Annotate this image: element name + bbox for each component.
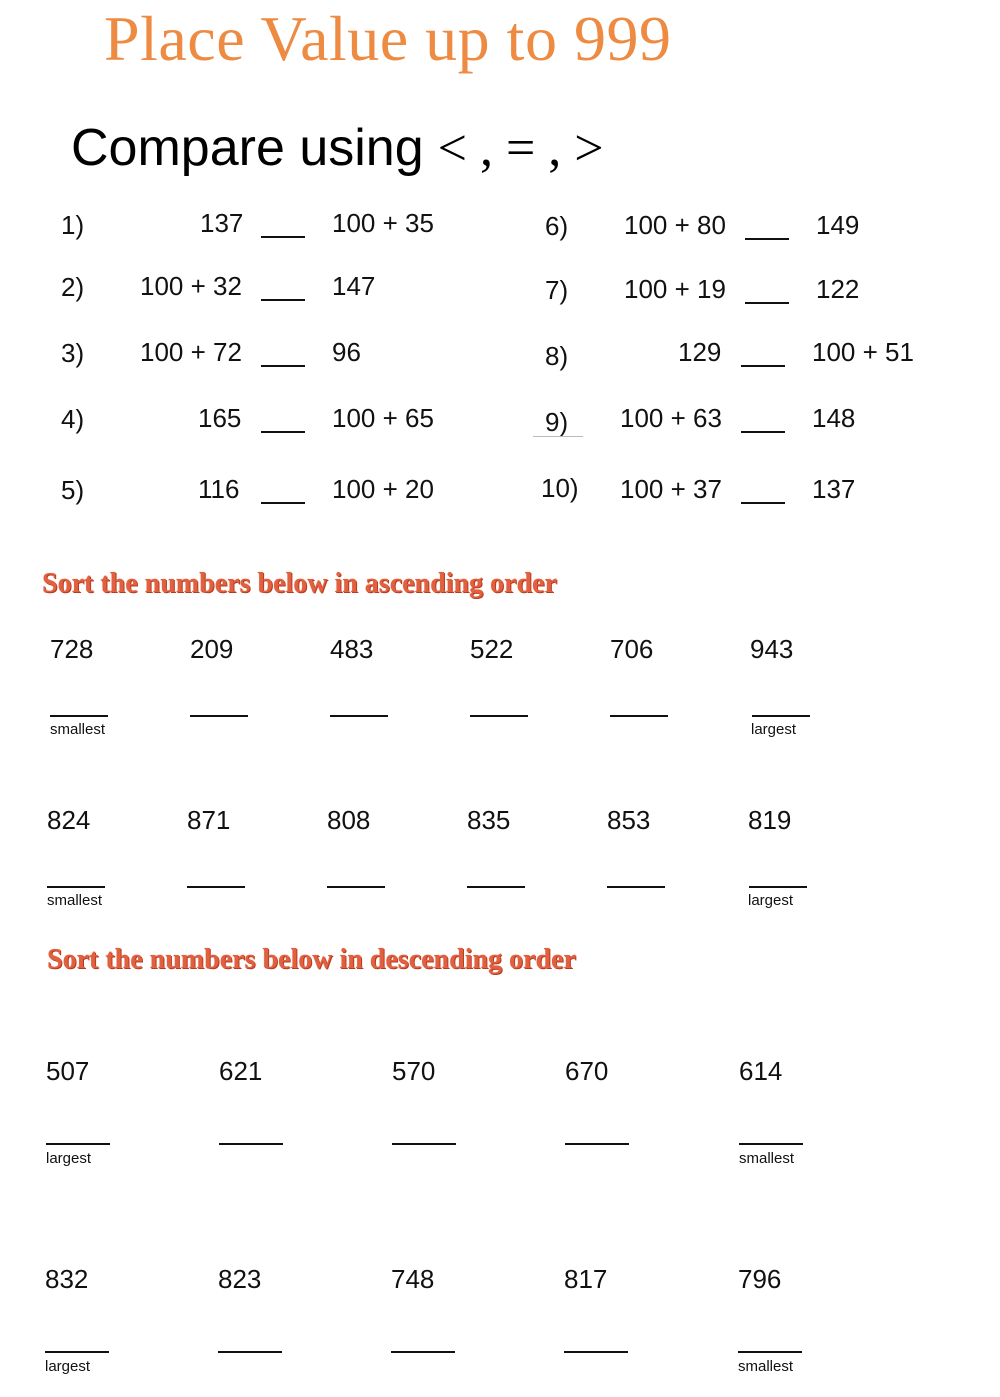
- question-right: 100 + 51: [812, 337, 914, 367]
- answer-blank[interactable]: [741, 502, 785, 504]
- largest-label: largest: [751, 721, 797, 738]
- number-to-sort: 824: [47, 805, 91, 835]
- answer-blank[interactable]: [470, 715, 528, 717]
- question-left: 137: [200, 208, 244, 238]
- question-right: 122: [816, 274, 860, 304]
- number-to-sort: 871: [187, 805, 231, 835]
- number-to-sort: 728: [50, 634, 94, 664]
- answer-blank[interactable]: [741, 431, 785, 433]
- answer-blank[interactable]: [261, 502, 305, 504]
- question-right: 137: [812, 474, 856, 504]
- number-to-sort: 819: [748, 805, 792, 835]
- answer-blank[interactable]: [607, 886, 665, 888]
- answer-blank[interactable]: [218, 1351, 282, 1353]
- answer-blank[interactable]: [565, 1143, 629, 1145]
- question-right: 100 + 20: [332, 474, 434, 504]
- answer-blank[interactable]: [187, 886, 245, 888]
- compare-heading-text: Compare using: [71, 119, 424, 177]
- question-right: 100 + 65: [332, 403, 434, 433]
- answer-blank[interactable]: [739, 1143, 803, 1145]
- answer-blank[interactable]: [749, 886, 807, 888]
- question-number: 9): [545, 407, 569, 437]
- question-left: 165: [198, 403, 242, 433]
- number-to-sort: 483: [330, 634, 374, 664]
- question-number: 4): [61, 404, 85, 434]
- question-number: 7): [545, 275, 569, 305]
- compare-symbols: < , = , >: [437, 120, 604, 177]
- question-number: 8): [545, 341, 569, 371]
- answer-blank[interactable]: [745, 302, 789, 304]
- answer-blank[interactable]: [190, 715, 248, 717]
- number-to-sort: 522: [470, 634, 514, 664]
- number-to-sort: 670: [565, 1056, 609, 1086]
- question-right: 96: [332, 337, 361, 367]
- question-number: 1): [61, 210, 85, 240]
- smallest-label: smallest: [50, 721, 106, 738]
- smallest-label: smallest: [738, 1358, 794, 1375]
- answer-blank[interactable]: [752, 715, 810, 717]
- number-to-sort: 507: [46, 1056, 90, 1086]
- number-to-sort: 748: [391, 1264, 435, 1294]
- underline-mark: [533, 436, 583, 437]
- number-to-sort: 853: [607, 805, 651, 835]
- smallest-label: smallest: [739, 1150, 795, 1167]
- answer-blank[interactable]: [327, 886, 385, 888]
- answer-blank[interactable]: [330, 715, 388, 717]
- answer-blank[interactable]: [261, 299, 305, 301]
- answer-blank[interactable]: [741, 365, 785, 367]
- number-to-sort: 832: [45, 1264, 89, 1294]
- smallest-label: smallest: [47, 892, 103, 909]
- number-to-sort: 209: [190, 634, 234, 664]
- answer-blank[interactable]: [261, 431, 305, 433]
- answer-blank[interactable]: [46, 1143, 110, 1145]
- question-number: 5): [61, 475, 85, 505]
- answer-blank[interactable]: [261, 365, 305, 367]
- compare-heading: [71, 118, 604, 178]
- question-right: 100 + 35: [332, 208, 434, 238]
- question-left: 100 + 80: [624, 210, 726, 240]
- question-right: 149: [816, 210, 860, 240]
- answer-blank[interactable]: [219, 1143, 283, 1145]
- question-left: 100 + 32: [140, 271, 242, 301]
- number-to-sort: 706: [610, 634, 654, 664]
- question-number: 2): [61, 272, 85, 302]
- answer-blank[interactable]: [392, 1143, 456, 1145]
- number-to-sort: 570: [392, 1056, 436, 1086]
- answer-blank[interactable]: [467, 886, 525, 888]
- question-number: 3): [61, 338, 85, 368]
- question-number: 10): [541, 473, 579, 503]
- number-to-sort: 817: [564, 1264, 608, 1294]
- question-right: 147: [332, 271, 376, 301]
- number-to-sort: 808: [327, 805, 371, 835]
- question-left: 100 + 19: [624, 274, 726, 304]
- answer-blank[interactable]: [564, 1351, 628, 1353]
- answer-blank[interactable]: [47, 886, 105, 888]
- answer-blank[interactable]: [45, 1351, 109, 1353]
- number-to-sort: 943: [750, 634, 794, 664]
- question-left: 129: [678, 337, 722, 367]
- largest-label: largest: [46, 1150, 92, 1167]
- question-number: 6): [545, 211, 569, 241]
- number-to-sort: 796: [738, 1264, 782, 1294]
- question-left: 100 + 63: [620, 403, 722, 433]
- largest-label: largest: [748, 892, 794, 909]
- ascending-heading: Sort the numbers below in ascending order: [42, 568, 557, 599]
- question-right: 148: [812, 403, 856, 433]
- page-title: Place Value up to 999: [104, 3, 672, 74]
- question-left: 100 + 37: [620, 474, 722, 504]
- answer-blank[interactable]: [50, 715, 108, 717]
- question-left: 116: [198, 474, 240, 504]
- question-left: 100 + 72: [140, 337, 242, 367]
- descending-heading: Sort the numbers below in descending order: [47, 944, 576, 975]
- answer-blank[interactable]: [391, 1351, 455, 1353]
- answer-blank[interactable]: [261, 236, 305, 238]
- number-to-sort: 621: [219, 1056, 263, 1086]
- answer-blank[interactable]: [745, 238, 789, 240]
- number-to-sort: 823: [218, 1264, 262, 1294]
- number-to-sort: 614: [739, 1056, 783, 1086]
- number-to-sort: 835: [467, 805, 511, 835]
- largest-label: largest: [45, 1358, 91, 1375]
- answer-blank[interactable]: [610, 715, 668, 717]
- answer-blank[interactable]: [738, 1351, 802, 1353]
